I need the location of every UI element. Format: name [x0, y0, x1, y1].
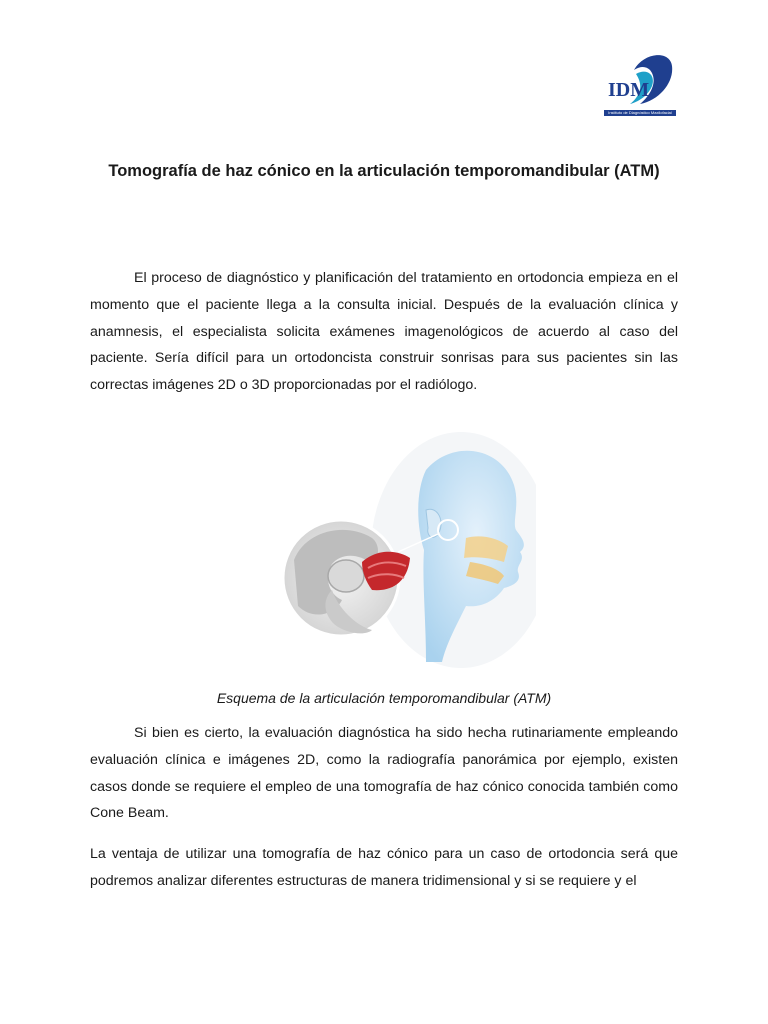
logo-tagline: Instituto de Diagnóstico Maxilofacial	[604, 110, 676, 116]
paragraph-evaluation: Si bien es cierto, la evaluación diagnóstica ha sido hecha rutinariamente empleando evaluación clínica e imágenes 2D, como la radiografía panorámica por ejemplo, existen casos donde se requiere el empleo de una tomografía de haz cónico conocida también como Cone Beam.	[90, 725, 678, 822]
figure-caption: Esquema de la articulación temporomandibular (ATM)	[216, 690, 552, 706]
logo-text: IDM	[608, 79, 650, 101]
document-title: Tomografía de haz cónico en la articulación temporomandibular (ATM)	[108, 162, 660, 180]
paragraph-intro: El proceso de diagnóstico y planificación del tratamiento en ortodoncia empieza en el momento que el paciente llega a la consulta inicial. Después de la evaluación clínica y anamnesis, el especialista solicita exámenes imagenológicos de acuerdo al caso del paciente. Sería difícil para un ortodoncista construir sonrisas para sus pacientes sin las correctas imágenes 2D o 3D proporcionadas por el radiólogo.	[90, 270, 678, 394]
tmj-illustration	[276, 430, 536, 670]
paragraph-advantage: La ventaja de utilizar una tomografía de haz cónico para un caso de ortodoncia será que podremos analizar diferentes estructuras de manera tridimensional y si se requiere y el	[90, 846, 678, 889]
